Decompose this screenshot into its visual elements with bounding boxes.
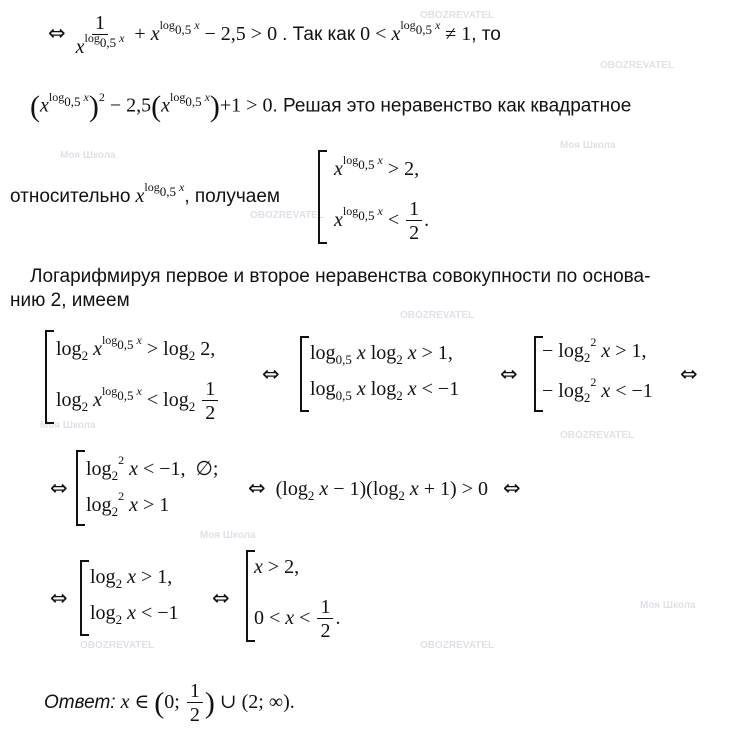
system-bracket xyxy=(80,560,89,636)
paragraph-line-1: Логарифмируя первое и второе неравенства совокупности по основа- xyxy=(30,266,651,287)
system-bracket xyxy=(300,336,309,412)
paragraph-line-2: нию 2, имеем xyxy=(10,290,130,311)
system-bracket xyxy=(45,330,54,424)
answer-line: Ответ: x ∈ (0; $\frac{1}{2}$ ) ∪ (2; ∞). xyxy=(44,680,295,726)
equation-line-2: $(x^{log_{0,5} x})^2 - 2,5(x^{log_{0,5} x})+1 > 0$. Решая это неравенство как квадратное xyxy=(30,89,632,123)
equation-line-3: относительно $x^{log_{0,5} x}$, получаем xyxy=(10,180,280,207)
system-bracket xyxy=(318,150,327,244)
equation-line-1: ⇔ $\frac{1}{x^{log_{0,5} x}}$ + $x^{log_{0,5} x} - 2,5 > 0$ . Так как $0 < x^{log_{0,5} x} \ne 1$, то xyxy=(48,12,501,58)
system-bracket xyxy=(76,450,85,526)
